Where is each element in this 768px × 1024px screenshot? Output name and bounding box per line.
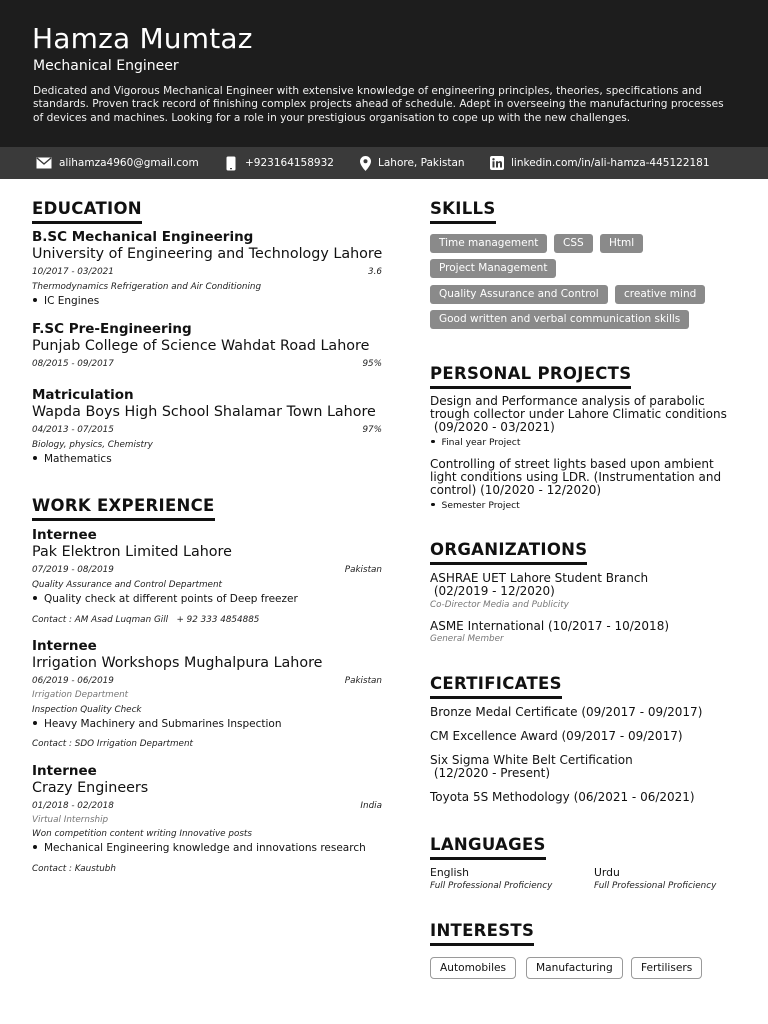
skill-tag: CSS xyxy=(554,234,593,253)
envelope-icon xyxy=(36,157,52,169)
language-name: English xyxy=(430,866,469,879)
location-pin-icon xyxy=(360,156,371,171)
education-dates: 10/2017 - 03/2021 xyxy=(32,267,114,277)
organization-line: ASME International (10/2017 - 10/2018) xyxy=(430,619,670,633)
interests-heading: INTERESTS xyxy=(430,921,534,946)
education-heading: EDUCATION xyxy=(32,199,142,224)
education-institution: Punjab College of Science Wahdat Road Lahore xyxy=(32,338,370,354)
skill-tag: Quality Assurance and Control xyxy=(430,285,608,304)
work-note: Won competition content writing Innovative posts xyxy=(32,829,252,839)
linkedin-text: linkedin.com/in/ali-hamza-445122181 xyxy=(511,157,710,169)
organization-line: (02/2019 - 12/2020) xyxy=(430,584,555,598)
location-text: Lahore, Pakistan xyxy=(378,157,465,169)
work-role: Internee xyxy=(32,527,97,543)
work-bullet: Mechanical Engineering knowledge and innovations research xyxy=(32,842,366,854)
project-bullet: Semester Project xyxy=(430,500,520,511)
certificate-line: Bronze Medal Certificate (09/2017 - 09/2017) xyxy=(430,705,703,719)
work-contact: Contact : AM Asad Luqman Gill + 92 333 4854885 xyxy=(32,615,260,625)
certificate-line: Toyota 5S Methodology (06/2021 - 06/2021) xyxy=(430,790,695,804)
certificates-heading: CERTIFICATES xyxy=(430,674,562,699)
organization-role: General Member xyxy=(430,634,504,644)
education-dates: 08/2015 - 09/2017 xyxy=(32,359,114,369)
work-role: Internee xyxy=(32,763,97,779)
education-note: Biology, physics, Chemistry xyxy=(32,440,153,450)
project-line: trough collector under Lahore Climatic conditions xyxy=(430,407,727,421)
skill-tag: creative mind xyxy=(615,285,705,304)
project-line: Design and Performance analysis of parabolic xyxy=(430,394,705,408)
certificate-line: CM Excellence Award (09/2017 - 09/2017) xyxy=(430,729,683,743)
organization-line: ASHRAE UET Lahore Student Branch xyxy=(430,571,649,585)
work-sub: Virtual Internship xyxy=(32,815,109,825)
phone-icon xyxy=(226,156,236,171)
header xyxy=(0,0,768,147)
skill-tag: Time management xyxy=(430,234,547,253)
language-level: Full Professional Proficiency xyxy=(594,881,717,891)
project-line: Controlling of street lights based upon ambient xyxy=(430,457,714,471)
certificate-line: Six Sigma White Belt Certification xyxy=(430,753,633,767)
education-score: 3.6 xyxy=(368,267,382,277)
contact-location xyxy=(360,147,465,179)
education-institution: University of Engineering and Technology Lahore xyxy=(32,246,383,262)
work-bullet: Heavy Machinery and Submarines Inspection xyxy=(32,718,282,730)
project-line: (09/2020 - 03/2021) xyxy=(430,420,555,434)
education-score: 95% xyxy=(362,359,382,369)
work-note: Quality Assurance and Control Department xyxy=(32,580,222,590)
education-bullet: IC Engines xyxy=(32,295,99,307)
work-contact: Contact : SDO Irrigation Department xyxy=(32,739,193,749)
education-score: 97% xyxy=(362,425,382,435)
linkedin-icon xyxy=(490,156,504,170)
work-dates: 07/2019 - 08/2019 xyxy=(32,565,114,575)
education-bullet: Mathematics xyxy=(32,453,112,465)
skill-tag: Project Management xyxy=(430,259,556,278)
skill-tag: Html xyxy=(600,234,643,253)
work-location: Pakistan xyxy=(344,565,382,575)
language-level: Full Professional Proficiency xyxy=(430,881,553,891)
work-location: Pakistan xyxy=(344,676,382,686)
work-contact: Contact : Kaustubh xyxy=(32,864,116,874)
work-company: Irrigation Workshops Mughalpura Lahore xyxy=(32,655,323,671)
work-company: Crazy Engineers xyxy=(32,780,149,796)
interest-tag: Manufacturing xyxy=(526,957,623,979)
project-line: control) (10/2020 - 12/2020) xyxy=(430,483,602,497)
work-sub: Irrigation Department xyxy=(32,690,129,700)
certificate-line: (12/2020 - Present) xyxy=(430,766,551,780)
contact-email[interactable] xyxy=(36,147,199,179)
work-dates: 01/2018 - 02/2018 xyxy=(32,801,114,811)
work-note: Inspection Quality Check xyxy=(32,705,142,715)
candidate-name: Hamza Mumtaz xyxy=(32,22,253,55)
education-degree: Matriculation xyxy=(32,387,134,403)
email-text: alihamza4960@gmail.com xyxy=(59,157,199,169)
education-degree: F.SC Pre-Engineering xyxy=(32,321,192,337)
work-bullet: Quality check at different points of Deep freezer xyxy=(32,593,298,605)
phone-text: +923164158932 xyxy=(245,157,334,169)
summary: Dedicated and Vigorous Mechanical Engineer with extensive knowledge of engineering principles, theories, specifications and standards. Proven track record of finishing complex projects ahead of schedule. Adept in overseeing the manufacturing processes of devices and machines. Looking for a role in your prestigious organisation to cope up with the new challenges. xyxy=(33,85,724,124)
languages-heading: LANGUAGES xyxy=(430,835,546,860)
contact-bar xyxy=(0,147,768,179)
education-note: Thermodynamics Refrigeration and Air Conditioning xyxy=(32,282,262,292)
education-institution: Wapda Boys High School Shalamar Town Lahore xyxy=(32,404,376,420)
language-name: Urdu xyxy=(594,866,620,879)
work-role: Internee xyxy=(32,638,97,654)
project-line: light conditions using LDR. (Instrumentation and xyxy=(430,470,722,484)
interest-tag: Automobiles xyxy=(430,957,516,979)
projects-heading: PERSONAL PROJECTS xyxy=(430,364,631,389)
work-dates: 06/2019 - 06/2019 xyxy=(32,676,114,686)
candidate-title: Mechanical Engineer xyxy=(33,58,179,74)
contact-linkedin[interactable] xyxy=(490,147,710,179)
interest-tag: Fertilisers xyxy=(631,957,702,979)
project-bullet: Final year Project xyxy=(430,437,520,448)
contact-phone[interactable] xyxy=(226,147,334,179)
skills-heading: SKILLS xyxy=(430,199,496,224)
work-location: India xyxy=(360,801,382,811)
organization-role: Co-Director Media and Publicity xyxy=(430,600,569,610)
skill-tag: Good written and verbal communication skills xyxy=(430,310,689,329)
education-dates: 04/2013 - 07/2015 xyxy=(32,425,114,435)
organizations-heading: ORGANIZATIONS xyxy=(430,540,587,565)
work-heading: WORK EXPERIENCE xyxy=(32,496,215,521)
education-degree: B.SC Mechanical Engineering xyxy=(32,229,254,245)
work-company: Pak Elektron Limited Lahore xyxy=(32,544,232,560)
